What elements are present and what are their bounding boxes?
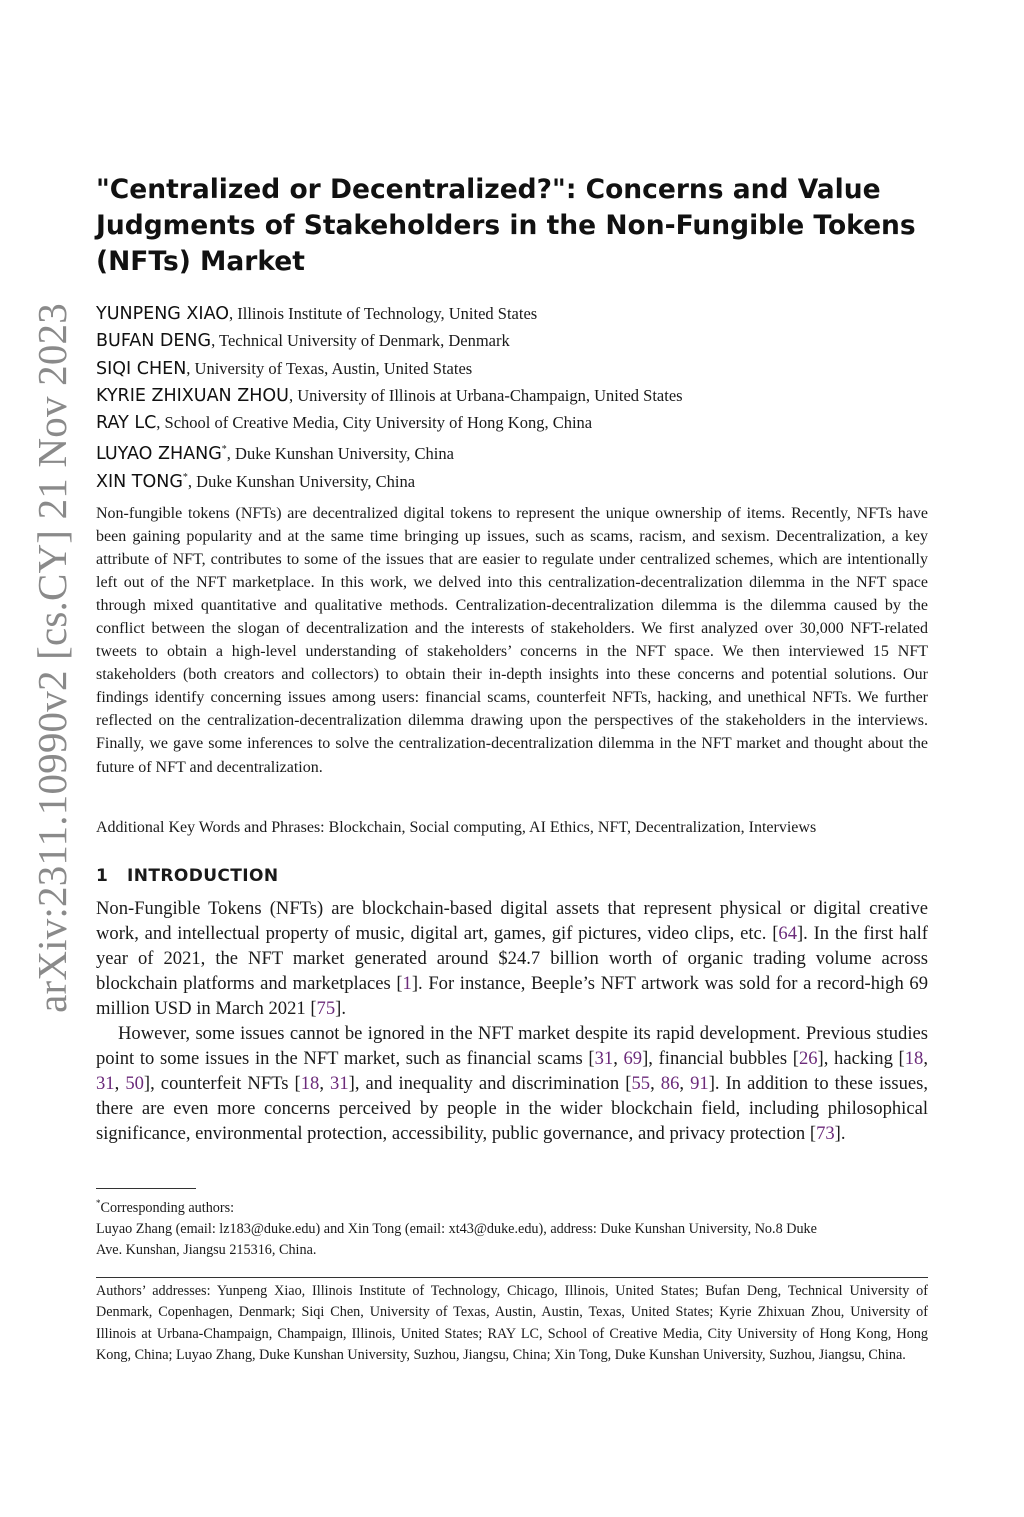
- author-entry: SIQI CHEN, University of Texas, Austin, United States: [96, 358, 473, 379]
- citation-link[interactable]: 31: [594, 1048, 614, 1070]
- abstract: Non-fungible tokens (NFTs) are decentralized digital tokens to represent the unique ownership of items. Recently, NFTs have been gaining popularity and at the same time bringing up issues, such as scams, racism, and sexism. Decentralization, a key attribute of NFT, contributes to some of the issues that are easier to regulate under centralized schemes, which are intentionally left out of the NFT marketplace. In this work, we delved into this centralization-decentralization dilemma in the NFT space through mixed quantitative and qualitative methods. Centralization-decentralization dilemma is the dilemma caused by the conflict between the slogan of decentralization and the interests of stakeholders. We first analyzed over 30,000 NFT-related tweets to obtain a high-level understanding of stakeholders’ concerns in the NFT space. We then interviewed 15 NFT stakeholders (both creators and collectors) to obtain their in-depth insights into these concerns and potential solutions. Our findings identify concerning issues among users: financial scams, counterfeit NFTs, hacking, and unethical NFTs. We further reflected on the centralization-decentralization dilemma drawing upon the perspectives of the stakeholders in the interviews. Finally, we gave some inferences to solve the centralization-decentralization dilemma in the NFT market and thought about the future of NFT and decentralization.: [96, 505, 928, 776]
- footnote-line: Ave. Kunshan, Jiangsu 215316, China.: [96, 1242, 317, 1258]
- corresponding-author-mark: *: [182, 471, 188, 483]
- title-line: (NFTs) Market: [96, 246, 305, 277]
- author-name: KYRIE ZHIXUAN ZHOU: [96, 385, 289, 406]
- author-name: YUNPENG XIAO: [96, 304, 230, 324]
- author-affiliation: Duke Kunshan University, China: [235, 444, 454, 464]
- title-line: "Centralized or Decentralized?": Concerns and Value: [96, 174, 881, 205]
- corresponding-authors-footnote: [96, 1193, 928, 1261]
- citation-link[interactable]: 69: [623, 1048, 643, 1070]
- citation-link[interactable]: 31: [330, 1073, 349, 1095]
- footnote-line: Luyao Zhang (email: lz183@duke.edu) and Xin Tong (email: xt43@duke.edu), address: Duke Kunshan University, No.8 Duke: [96, 1221, 817, 1237]
- footnote-line: *Corresponding authors:: [96, 1198, 235, 1216]
- intro-paragraph-2: However, some issues cannot be ignored in the NFT market despite its rapid development. Previous studies point to some issues in the NFT market, such as financial scams [31, 69], financial bubbles [26], hacking [18, 31, 50], counterfeit NFTs [18, 31], and inequality and discrimination [55, 86, 91]. In addition to these issues, there are even more concerns perceived by people in the wider blockchain field, including philosophical significance, environmental protection, accessibility, public governance, and privacy protection [73].: [96, 1023, 929, 1145]
- author-affiliation: University of Illinois at Urbana-Champaign, United States: [297, 385, 683, 405]
- citation-link[interactable]: 75: [316, 998, 336, 1020]
- citation-link[interactable]: 18: [904, 1048, 924, 1070]
- author-affiliation: University of Texas, Austin, United States: [194, 358, 473, 378]
- footnote-divider: [96, 1188, 196, 1189]
- title-line: Judgments of Stakeholders in the Non-Fungible Tokens: [96, 210, 916, 241]
- author-affiliation: Technical University of Denmark, Denmark: [219, 331, 510, 351]
- paper-title: [96, 172, 916, 280]
- citation-link[interactable]: 18: [300, 1073, 320, 1095]
- keywords: Additional Key Words and Phrases: Blockchain, Social computing, AI Ethics, NFT, Decentralization, Interviews: [96, 819, 817, 836]
- author-affiliation: Duke Kunshan University, China: [196, 471, 416, 491]
- citation-link[interactable]: 86: [660, 1073, 680, 1095]
- arxiv-identifier-text: arXiv:2311.10990v2 [cs.CY] 21 Nov 2023: [29, 303, 75, 1013]
- citation-link[interactable]: 55: [631, 1073, 651, 1095]
- author-entry: BUFAN DENG, Technical University of Denmark, Denmark: [96, 331, 510, 352]
- citation-link[interactable]: 31: [96, 1073, 115, 1095]
- author-entry: RAY LC, School of Creative Media, City University of Hong Kong, China: [96, 413, 593, 434]
- author-name: XIN TONG: [96, 471, 183, 492]
- intro-paragraph-1: Non-Fungible Tokens (NFTs) are blockchain-based digital assets that represent physical or digital creative work, and intellectual property of music, digital art, games, gif pictures, video clips, etc. [64]. In the first half year of 2021, the NFT market generated around $24.7 billion worth of organic trading volume across blockchain platforms and marketplaces [1]. For instance, Beeple’s NFT artwork was sold for a record-high 69 million USD in March 2021 [75].: [96, 898, 928, 1020]
- author-name: LUYAO ZHANG: [96, 444, 222, 465]
- author-affiliation: School of Creative Media, City University of Hong Kong, China: [164, 413, 593, 433]
- footnote-mark: *: [96, 1198, 101, 1208]
- author-entry: XIN TONG*, Duke Kunshan University, China: [96, 471, 416, 492]
- author-name: SIQI CHEN: [96, 358, 187, 379]
- addresses-divider: [96, 1277, 928, 1278]
- citation-link[interactable]: 64: [778, 923, 797, 945]
- author-list: [96, 300, 926, 491]
- authors-addresses: Authors’ addresses: Yunpeng Xiao, Illinois Institute of Technology, Chicago, Illinois, United States; Bufan Deng, Technical University of Denmark, Copenhagen, Denmark; Siqi Chen, University of Texas, Austin, Austin, Texas, United States; Kyrie Zhixuan Zhou, University of Illinois at Urbana-Champaign, Champaign, Illinois, United States; RAY LC, School of Creative Media, City University of Hong Kong, Hong Kong, China; Luyao Zhang, Duke Kunshan University, Suzhou, Jiangsu, China; Xin Tong, Duke Kunshan University, Suzhou, Jiangsu, China.: [96, 1283, 928, 1363]
- author-entry: LUYAO ZHANG*, Duke Kunshan University, China: [96, 444, 454, 465]
- corresponding-author-mark: *: [221, 444, 227, 456]
- section-heading-introduction: [96, 864, 278, 888]
- arxiv-identifier-stamp: [30, 286, 74, 1030]
- citation-link[interactable]: 73: [816, 1123, 835, 1145]
- citation-link[interactable]: 91: [690, 1073, 709, 1095]
- citation-link[interactable]: 1: [402, 973, 412, 995]
- citation-link[interactable]: 26: [798, 1048, 818, 1070]
- author-entry: KYRIE ZHIXUAN ZHOU, University of Illinois at Urbana-Champaign, United States: [96, 385, 683, 406]
- author-name: BUFAN DENG: [96, 331, 212, 352]
- author-entry: YUNPENG XIAO, Illinois Institute of Technology, United States: [96, 304, 538, 324]
- author-name: RAY LC: [96, 413, 157, 434]
- author-affiliation: Illinois Institute of Technology, United States: [237, 304, 538, 323]
- section-title: INTRODUCTION: [127, 866, 279, 886]
- citation-link[interactable]: 50: [125, 1073, 144, 1095]
- section-number: 1: [96, 866, 109, 886]
